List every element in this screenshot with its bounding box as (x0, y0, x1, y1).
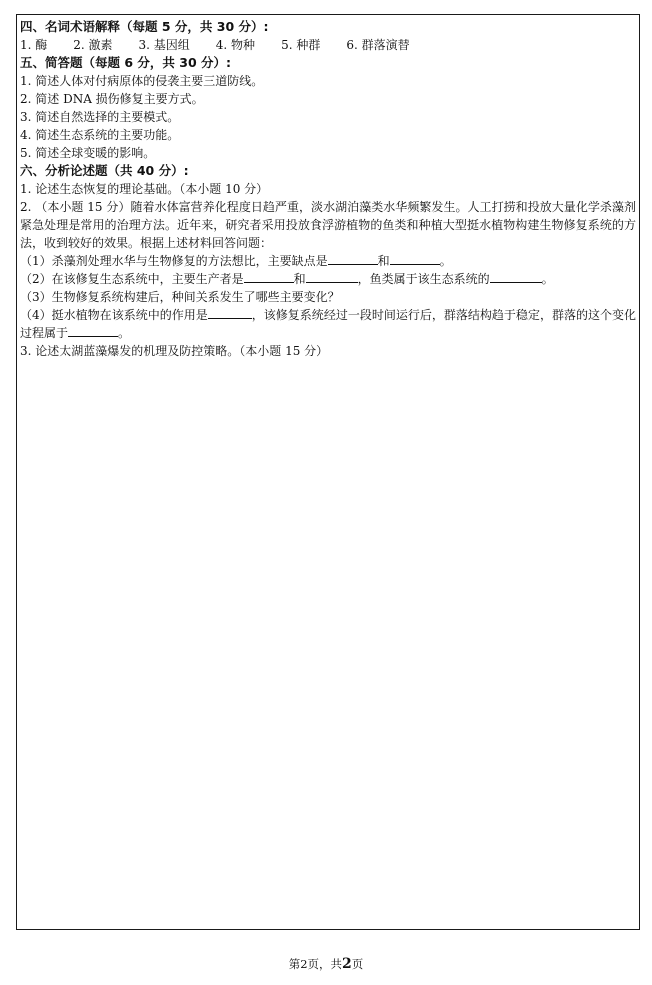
answer-blank (328, 252, 378, 265)
answer-blank (306, 270, 358, 283)
sub-question-1: （1）杀藻剂处理水华与生物修复的方法想比，主要缺点是 和 。 (20, 254, 452, 268)
question-item: 3. 简述自然选择的主要模式。 (20, 110, 180, 124)
question-item: 1. 论述生态恢复的理论基础。（本小题 10 分） (20, 182, 269, 196)
answer-blank (208, 306, 252, 319)
footer-total-pages: 2 (342, 956, 352, 972)
sub-question-3: （3）生物修复系统构建后，种间关系发生了哪些主要变化？ (20, 290, 340, 304)
answer-blank (390, 252, 440, 265)
sub-question-2: （2）在该修复生态系统中，主要生产者是 和 ，鱼类属于该生态系统的 。 (20, 272, 554, 286)
answer-blank (244, 270, 294, 283)
sub-question-4: （4）挺水植物在该系统中的作用是 ，该修复系统经过一段时间运行后，群落结构趋于稳定，群落的这个变化过程属于 。 (20, 308, 636, 340)
term-item: 5. 种群 (281, 38, 321, 52)
question-item: 3. 论述太湖蓝藻爆发的机理及防控策略。（本小题 15 分） (20, 344, 329, 358)
answer-blank (490, 270, 542, 283)
exam-content (20, 18, 636, 360)
question-item: 2. 简述 DNA 损伤修复主要方式。 (20, 92, 204, 106)
terms-list (20, 36, 636, 54)
footer-suffix: 页 (351, 957, 364, 971)
term-item: 3. 基因组 (138, 38, 190, 52)
question-item: 1. 简述人体对付病原体的侵袭主要三道防线。 (20, 74, 264, 88)
term-item: 6. 群落演替 (346, 38, 410, 52)
term-item: 2. 激素 (73, 38, 113, 52)
question-passage: 2. （本小题 15 分）随着水体富营养化程度日趋严重，淡水湖泊藻类水华频繁发生。人工打捞和投放大量化学杀藻剂紧急处理是常用的治理方法。近年来，研究者采用投放食浮游植物的鱼类和种植大型挺水植物构建生物修复系统的方法，收到较好的效果。根据上述材料回答问题： (20, 200, 636, 250)
section-short-answer-title: 五、简答题（每题 6 分，共 30 分）: (20, 55, 231, 70)
section-analysis (20, 162, 636, 360)
term-item: 1. 酶 (20, 38, 48, 52)
footer-prefix: 第2页，共 (288, 957, 343, 971)
section-terms (20, 18, 636, 54)
page-footer (0, 956, 652, 972)
section-terms-title: 四、名词术语解释（每题 5 分，共 30 分）: (20, 19, 269, 34)
answer-blank (68, 324, 118, 337)
section-short-answer (20, 54, 636, 162)
section-analysis-title: 六、分析论述题（共 40 分）: (20, 163, 189, 178)
term-item: 4. 物种 (215, 38, 256, 52)
question-item: 4. 简述生态系统的主要功能。 (20, 128, 180, 142)
question-item: 5. 简述全球变暖的影响。 (20, 146, 156, 160)
